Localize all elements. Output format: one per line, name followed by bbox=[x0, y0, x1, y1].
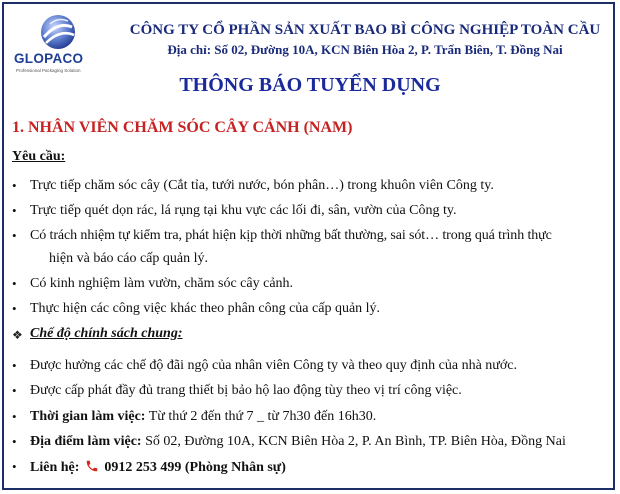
contact-phone[interactable]: 0912 253 499 (Phòng Nhân sự) bbox=[104, 460, 286, 475]
bullet-icon: • bbox=[12, 358, 17, 373]
requirements-heading: Yêu cầu: bbox=[12, 149, 66, 164]
work-place-value: Số 02, Đường 10A, KCN Biên Hòa 2, P. An Bình, TP. Biên Hòa, Đồng Nai bbox=[141, 434, 566, 449]
bullet-icon: • bbox=[12, 459, 17, 474]
notice-title: THÔNG BÁO TUYỂN DỤNG bbox=[179, 74, 441, 96]
work-time-label: Thời gian làm việc: bbox=[30, 409, 146, 424]
policy-item: Được cấp phát đầy đủ trang thiết bị bảo hộ lao động tùy theo vị trí công việc. bbox=[30, 383, 462, 398]
requirement-item: Trực tiếp quét dọn rác, lá rụng tại khu vực các lối đi, sân, vườn của Công ty. bbox=[30, 203, 457, 218]
position-heading: 1. NHÂN VIÊN CHĂM SÓC CÂY CẢNH (NAM) bbox=[12, 119, 353, 136]
globe-logo-icon bbox=[38, 13, 78, 51]
contact-label: Liên hệ: bbox=[30, 460, 80, 475]
company-name: CÔNG TY CỔ PHẦN SẢN XUẤT BAO BÌ CÔNG NGHIỆP TOÀN CẦU bbox=[129, 22, 601, 38]
company-logo bbox=[14, 13, 106, 71]
work-time-value: Từ thứ 2 đến thứ 7 _ từ 7h30 đến 16h30. bbox=[145, 409, 377, 424]
bullet-icon: • bbox=[12, 434, 17, 449]
requirement-item: Trực tiếp chăm sóc cây (Cắt tỉa, tưới nước, bón phân…) trong khuôn viên Công ty. bbox=[30, 178, 494, 193]
logo-tagline: Professional Packaging Solution bbox=[16, 68, 81, 73]
policy-heading: Chế độ chính sách chung: bbox=[30, 326, 183, 341]
diamond-bullet-icon: ❖ bbox=[12, 328, 23, 342]
bullet-icon: • bbox=[12, 203, 17, 218]
company-address: Địa chỉ: Số 02, Đường 10A, KCN Biên Hòa 2, P. Trấn Biên, T. Đồng Nai bbox=[167, 42, 563, 57]
requirement-item: Có kinh nghiệm làm vườn, chăm sóc cây cảnh. bbox=[30, 276, 294, 291]
logo-wordmark: GLOPACO bbox=[14, 51, 84, 66]
bullet-icon: • bbox=[12, 228, 17, 243]
work-time bbox=[30, 409, 376, 425]
phone-icon bbox=[85, 459, 99, 473]
requirement-item: Có trách nhiệm tự kiểm tra, phát hiện kịp thời những bất thường, sai sót… trong quá trình thực bbox=[30, 228, 552, 243]
work-place-label: Địa điểm làm việc: bbox=[30, 434, 142, 449]
bullet-icon: • bbox=[12, 276, 17, 291]
requirement-item-continuation: hiện và báo cáo cấp quản lý. bbox=[49, 251, 208, 266]
bullet-icon: • bbox=[12, 383, 17, 398]
bullet-icon: • bbox=[12, 409, 17, 424]
requirement-item: Thực hiện các công việc khác theo phân công của cấp quản lý. bbox=[30, 301, 381, 316]
policy-item: Được hưởng các chế độ đãi ngộ của nhân viên Công ty và theo quy định của nhà nước. bbox=[30, 358, 518, 373]
bullet-icon: • bbox=[12, 178, 17, 193]
bullet-icon: • bbox=[12, 301, 17, 316]
work-place bbox=[30, 434, 566, 450]
contact bbox=[30, 459, 286, 476]
